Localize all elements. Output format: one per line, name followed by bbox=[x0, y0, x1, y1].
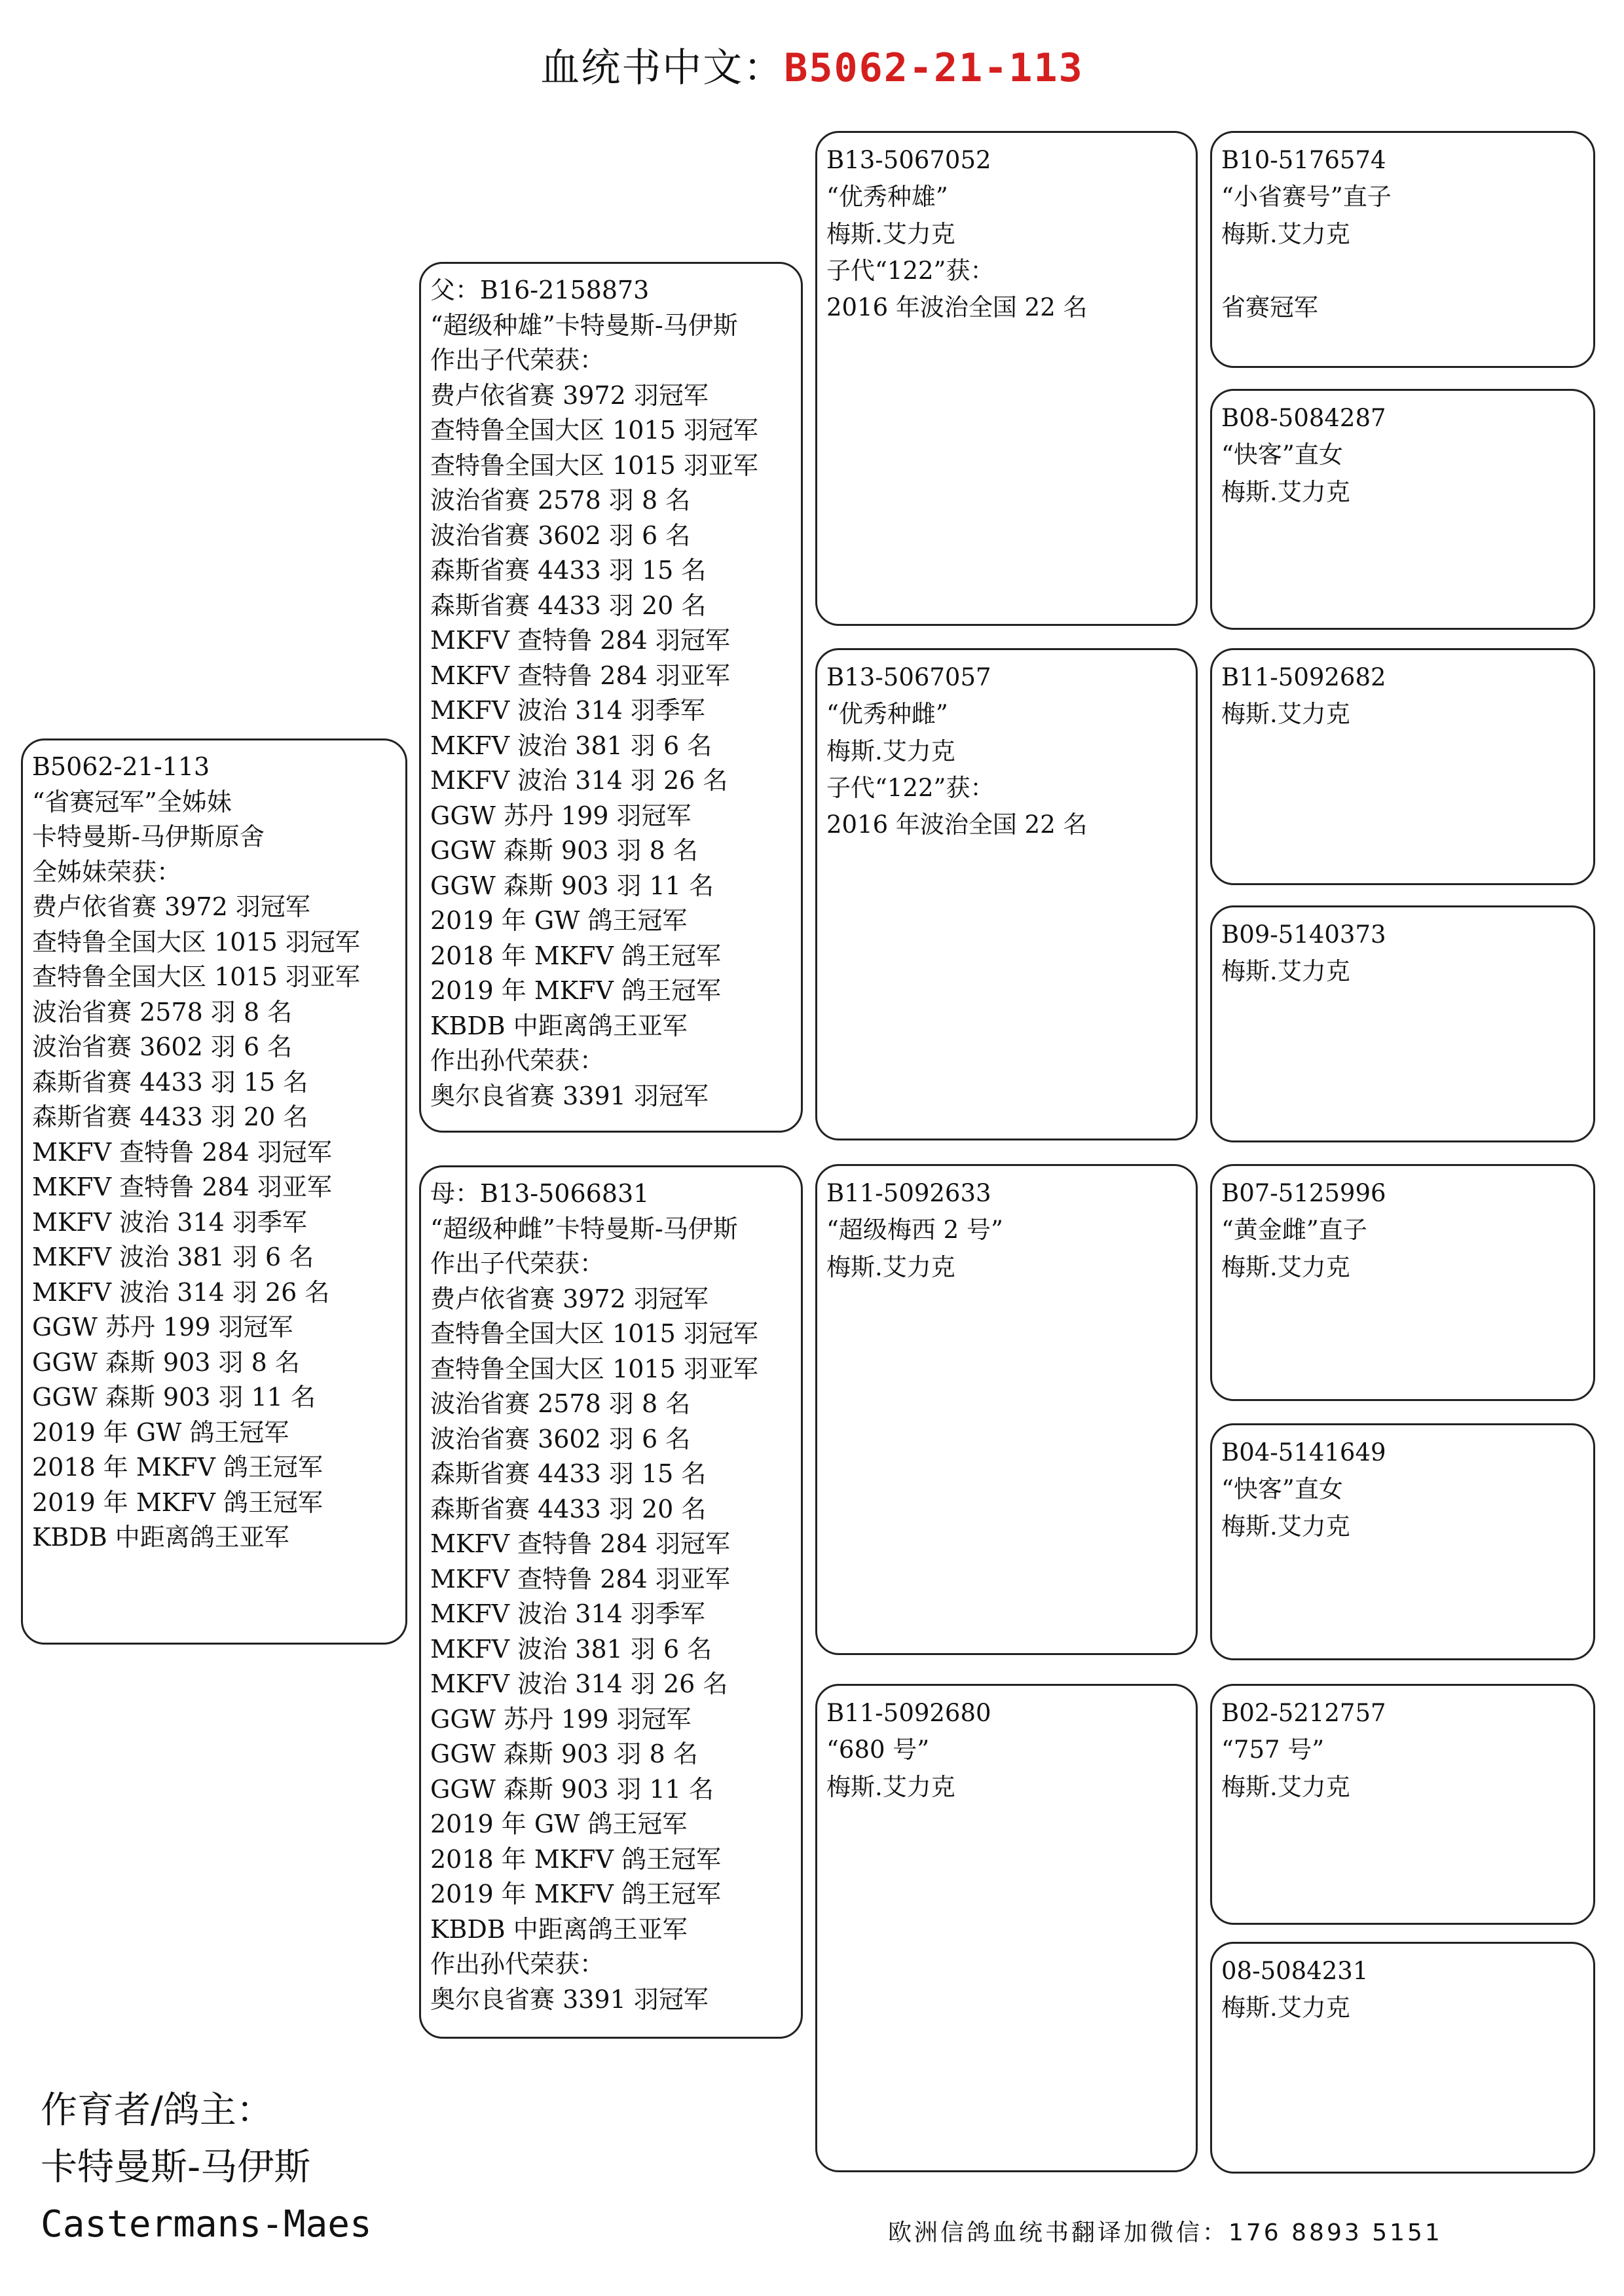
ring-number: 母：B13-5066831 bbox=[430, 1179, 650, 1208]
great-grandparent-card bbox=[1210, 389, 1595, 630]
grandparent-card bbox=[815, 131, 1198, 626]
card-line: 2019 年 MKFV 鸽王冠军 bbox=[32, 1487, 323, 1517]
ring-number: B13-5067057 bbox=[826, 663, 991, 691]
ring-number: B04-5141649 bbox=[1221, 1438, 1386, 1467]
breeder-name-cn: 卡特曼斯-马伊斯 bbox=[41, 2146, 311, 2189]
card-line: 2019 年 GW 鸽王冠军 bbox=[430, 1810, 688, 1838]
card-line: 子代“122”获： bbox=[826, 773, 995, 802]
breeder-name-en: Castermans-Maes bbox=[41, 2203, 372, 2246]
card-line: 查特鲁全国大区 1015 羽亚军 bbox=[32, 962, 360, 991]
card-line: MKFV 波治 381 羽 6 名 bbox=[430, 731, 712, 760]
card-line: 波治省赛 3602 羽 6 名 bbox=[430, 520, 691, 550]
card-line: “优秀种雄” bbox=[826, 183, 948, 211]
ring-number: 08-5084231 bbox=[1221, 1957, 1369, 1985]
card-line: 2019 年 GW 鸽王冠军 bbox=[430, 906, 688, 935]
title-prefix: 血统书中文： bbox=[540, 45, 784, 91]
card-line: 查特鲁全国大区 1015 羽冠军 bbox=[32, 927, 360, 957]
great-grandparent-card bbox=[1210, 1942, 1595, 2174]
great-grandparent-card bbox=[1210, 905, 1595, 1142]
card-line: 森斯省赛 4433 羽 20 名 bbox=[32, 1102, 308, 1131]
ring-number: B5062-21-113 bbox=[32, 752, 210, 781]
card-line: “黄金雌”直子 bbox=[1221, 1216, 1367, 1245]
ring-number: B11-5092633 bbox=[826, 1179, 991, 1207]
card-line: 2018 年 MKFV 鸽王冠军 bbox=[32, 1453, 323, 1482]
card-line: 全姊妹荣获： bbox=[32, 857, 182, 886]
card-line: MKFV 波治 381 羽 6 名 bbox=[32, 1243, 314, 1271]
card-line: 作出孙代荣获： bbox=[430, 1046, 605, 1075]
card-line: GGW 森斯 903 羽 11 名 bbox=[430, 871, 714, 900]
card-line: 2016 年波治全国 22 名 bbox=[826, 811, 1088, 839]
card-line: GGW 苏丹 199 羽冠军 bbox=[430, 801, 692, 830]
card-line bbox=[1221, 253, 1584, 289]
breeder-label: 作育者/鸽主： bbox=[41, 2089, 273, 2132]
card-line: “快客”直女 bbox=[1221, 441, 1343, 469]
card-line: GGW 森斯 903 羽 11 名 bbox=[32, 1383, 316, 1412]
card-line: GGW 苏丹 199 羽冠军 bbox=[32, 1313, 293, 1341]
card-line: 波治省赛 2578 羽 8 名 bbox=[430, 486, 691, 515]
ring-number: B11-5092680 bbox=[826, 1699, 991, 1727]
card-line: 梅斯.艾力克 bbox=[1221, 477, 1350, 506]
card-line: “757 号” bbox=[1221, 1736, 1325, 1764]
page-title bbox=[0, 37, 1624, 93]
card-line: 波治省赛 3602 羽 6 名 bbox=[32, 1032, 293, 1061]
card-line: KBDB 中距离鸽王亚军 bbox=[430, 1011, 688, 1040]
card-line: 奥尔良省赛 3391 羽冠军 bbox=[430, 1984, 709, 2014]
card-line: GGW 森斯 903 羽 8 名 bbox=[430, 1740, 698, 1768]
card-line: 波治省赛 2578 羽 8 名 bbox=[32, 997, 293, 1027]
card-line: MKFV 波治 381 羽 6 名 bbox=[430, 1634, 712, 1664]
great-grandparent-card bbox=[1210, 648, 1595, 885]
card-line: 梅斯.艾力克 bbox=[1221, 1994, 1350, 2022]
card-line: MKFV 波治 314 羽季军 bbox=[32, 1207, 307, 1237]
card-line: 梅斯.艾力克 bbox=[826, 737, 955, 765]
card-line: 卡特曼斯-马伊斯原舍 bbox=[32, 822, 265, 851]
card-line: “优秀种雌” bbox=[826, 700, 948, 729]
great-grandparent-card bbox=[1210, 131, 1595, 368]
card-line: 省赛冠军 bbox=[1221, 293, 1318, 322]
card-line: 2018 年 MKFV 鸽王冠军 bbox=[430, 941, 722, 970]
card-line: MKFV 查特鲁 284 羽亚军 bbox=[430, 661, 730, 690]
card-line: 查特鲁全国大区 1015 羽亚军 bbox=[430, 1354, 758, 1383]
great-grandparent-card bbox=[1210, 1684, 1595, 1925]
translator-contact: 欧洲信鸽血统书翻译加微信：176 8893 5151 bbox=[888, 2219, 1443, 2246]
card-line: “超级梅西 2 号” bbox=[826, 1216, 1003, 1245]
grandparent-card bbox=[815, 1684, 1198, 2172]
card-line: MKFV 波治 314 羽 26 名 bbox=[430, 1669, 728, 1698]
card-line: MKFV 波治 314 羽 26 名 bbox=[430, 766, 728, 795]
card-line: 梅斯.艾力克 bbox=[1221, 219, 1350, 248]
card-line: 森斯省赛 4433 羽 15 名 bbox=[32, 1067, 308, 1097]
card-line: 梅斯.艾力克 bbox=[826, 1252, 955, 1281]
card-line: MKFV 波治 314 羽季军 bbox=[430, 1599, 705, 1628]
card-line: GGW 苏丹 199 羽冠军 bbox=[430, 1704, 692, 1734]
card-line: GGW 森斯 903 羽 8 名 bbox=[430, 836, 698, 865]
card-line: 森斯省赛 4433 羽 20 名 bbox=[430, 591, 707, 620]
card-line: MKFV 波治 314 羽 26 名 bbox=[32, 1277, 330, 1307]
grandparent-card bbox=[815, 1164, 1198, 1655]
card-line: 森斯省赛 4433 羽 20 名 bbox=[430, 1494, 707, 1523]
ring-number: 父：B16-2158873 bbox=[430, 276, 650, 304]
card-line: 查特鲁全国大区 1015 羽冠军 bbox=[430, 1319, 758, 1348]
card-line: 作出子代荣获： bbox=[430, 346, 605, 374]
card-line: “超级种雄”卡特曼斯-马伊斯 bbox=[430, 310, 738, 340]
card-line: 梅斯.艾力克 bbox=[826, 219, 955, 248]
card-line: 查特鲁全国大区 1015 羽亚军 bbox=[430, 450, 758, 480]
card-line: KBDB 中距离鸽王亚军 bbox=[430, 1914, 688, 1944]
card-line: 梅斯.艾力克 bbox=[826, 1772, 955, 1801]
card-line: 作出孙代荣获： bbox=[430, 1950, 605, 1978]
grandparent-card bbox=[815, 648, 1198, 1140]
dam-card bbox=[419, 1165, 803, 2039]
card-line: MKFV 查特鲁 284 羽冠军 bbox=[32, 1137, 332, 1167]
card-line: “省赛冠军”全姊妹 bbox=[32, 787, 232, 816]
card-line: 子代“122”获： bbox=[826, 256, 995, 285]
card-line: 2016 年波治全国 22 名 bbox=[826, 293, 1088, 322]
card-line: 梅斯.艾力克 bbox=[1221, 700, 1350, 729]
card-line: 2019 年 MKFV 鸽王冠军 bbox=[430, 1880, 722, 1908]
card-line: KBDB 中距离鸽王亚军 bbox=[32, 1523, 289, 1552]
sire-card bbox=[419, 262, 803, 1133]
card-line: 梅斯.艾力克 bbox=[1221, 957, 1350, 986]
card-line: 奥尔良省赛 3391 羽冠军 bbox=[430, 1081, 709, 1110]
ring-code: B5062-21-113 bbox=[784, 45, 1084, 91]
card-line: MKFV 查特鲁 284 羽亚军 bbox=[32, 1173, 332, 1201]
subject-card bbox=[21, 738, 407, 1645]
card-line: 波治省赛 2578 羽 8 名 bbox=[430, 1389, 691, 1418]
ring-number: B08-5084287 bbox=[1221, 404, 1386, 432]
card-line: MKFV 波治 314 羽季军 bbox=[430, 696, 705, 725]
card-line: MKFV 查特鲁 284 羽冠军 bbox=[430, 626, 730, 655]
card-line: 查特鲁全国大区 1015 羽冠军 bbox=[430, 416, 758, 445]
card-line: 森斯省赛 4433 羽 15 名 bbox=[430, 1459, 707, 1488]
card-line: “680 号” bbox=[826, 1736, 930, 1764]
card-line: 2019 年 MKFV 鸽王冠军 bbox=[430, 976, 722, 1005]
card-line: 费卢依省赛 3972 羽冠军 bbox=[430, 380, 709, 410]
card-line: MKFV 查特鲁 284 羽亚军 bbox=[430, 1564, 730, 1594]
ring-number: B07-5125996 bbox=[1221, 1179, 1386, 1207]
ring-number: B02-5212757 bbox=[1221, 1699, 1386, 1727]
card-line: GGW 森斯 903 羽 11 名 bbox=[430, 1774, 714, 1804]
ring-number: B11-5092682 bbox=[1221, 663, 1386, 691]
card-line: 费卢依省赛 3972 羽冠军 bbox=[430, 1284, 709, 1313]
card-line: 森斯省赛 4433 羽 15 名 bbox=[430, 556, 707, 585]
ring-number: B10-5176574 bbox=[1221, 146, 1386, 174]
card-line: “小省赛号”直子 bbox=[1221, 183, 1392, 211]
card-line: GGW 森斯 903 羽 8 名 bbox=[32, 1347, 300, 1377]
great-grandparent-card bbox=[1210, 1423, 1595, 1660]
card-line: 梅斯.艾力克 bbox=[1221, 1252, 1350, 1281]
card-line: 费卢依省赛 3972 羽冠军 bbox=[32, 892, 310, 921]
card-line: 2019 年 GW 鸽王冠军 bbox=[32, 1417, 289, 1447]
card-line: MKFV 查特鲁 284 羽冠军 bbox=[430, 1529, 730, 1558]
card-line: 2018 年 MKFV 鸽王冠军 bbox=[430, 1844, 722, 1874]
ring-number: B13-5067052 bbox=[826, 146, 991, 174]
card-line: 作出子代荣获： bbox=[430, 1249, 605, 1278]
ring-number: B09-5140373 bbox=[1221, 920, 1386, 949]
card-line: “快客”直女 bbox=[1221, 1475, 1343, 1504]
breeder-block bbox=[41, 2082, 372, 2253]
great-grandparent-card bbox=[1210, 1164, 1595, 1401]
card-line: 波治省赛 3602 羽 6 名 bbox=[430, 1424, 691, 1453]
card-line: “超级种雌”卡特曼斯-马伊斯 bbox=[430, 1214, 738, 1243]
card-line: 梅斯.艾力克 bbox=[1221, 1772, 1350, 1801]
card-line: 梅斯.艾力克 bbox=[1221, 1512, 1350, 1540]
